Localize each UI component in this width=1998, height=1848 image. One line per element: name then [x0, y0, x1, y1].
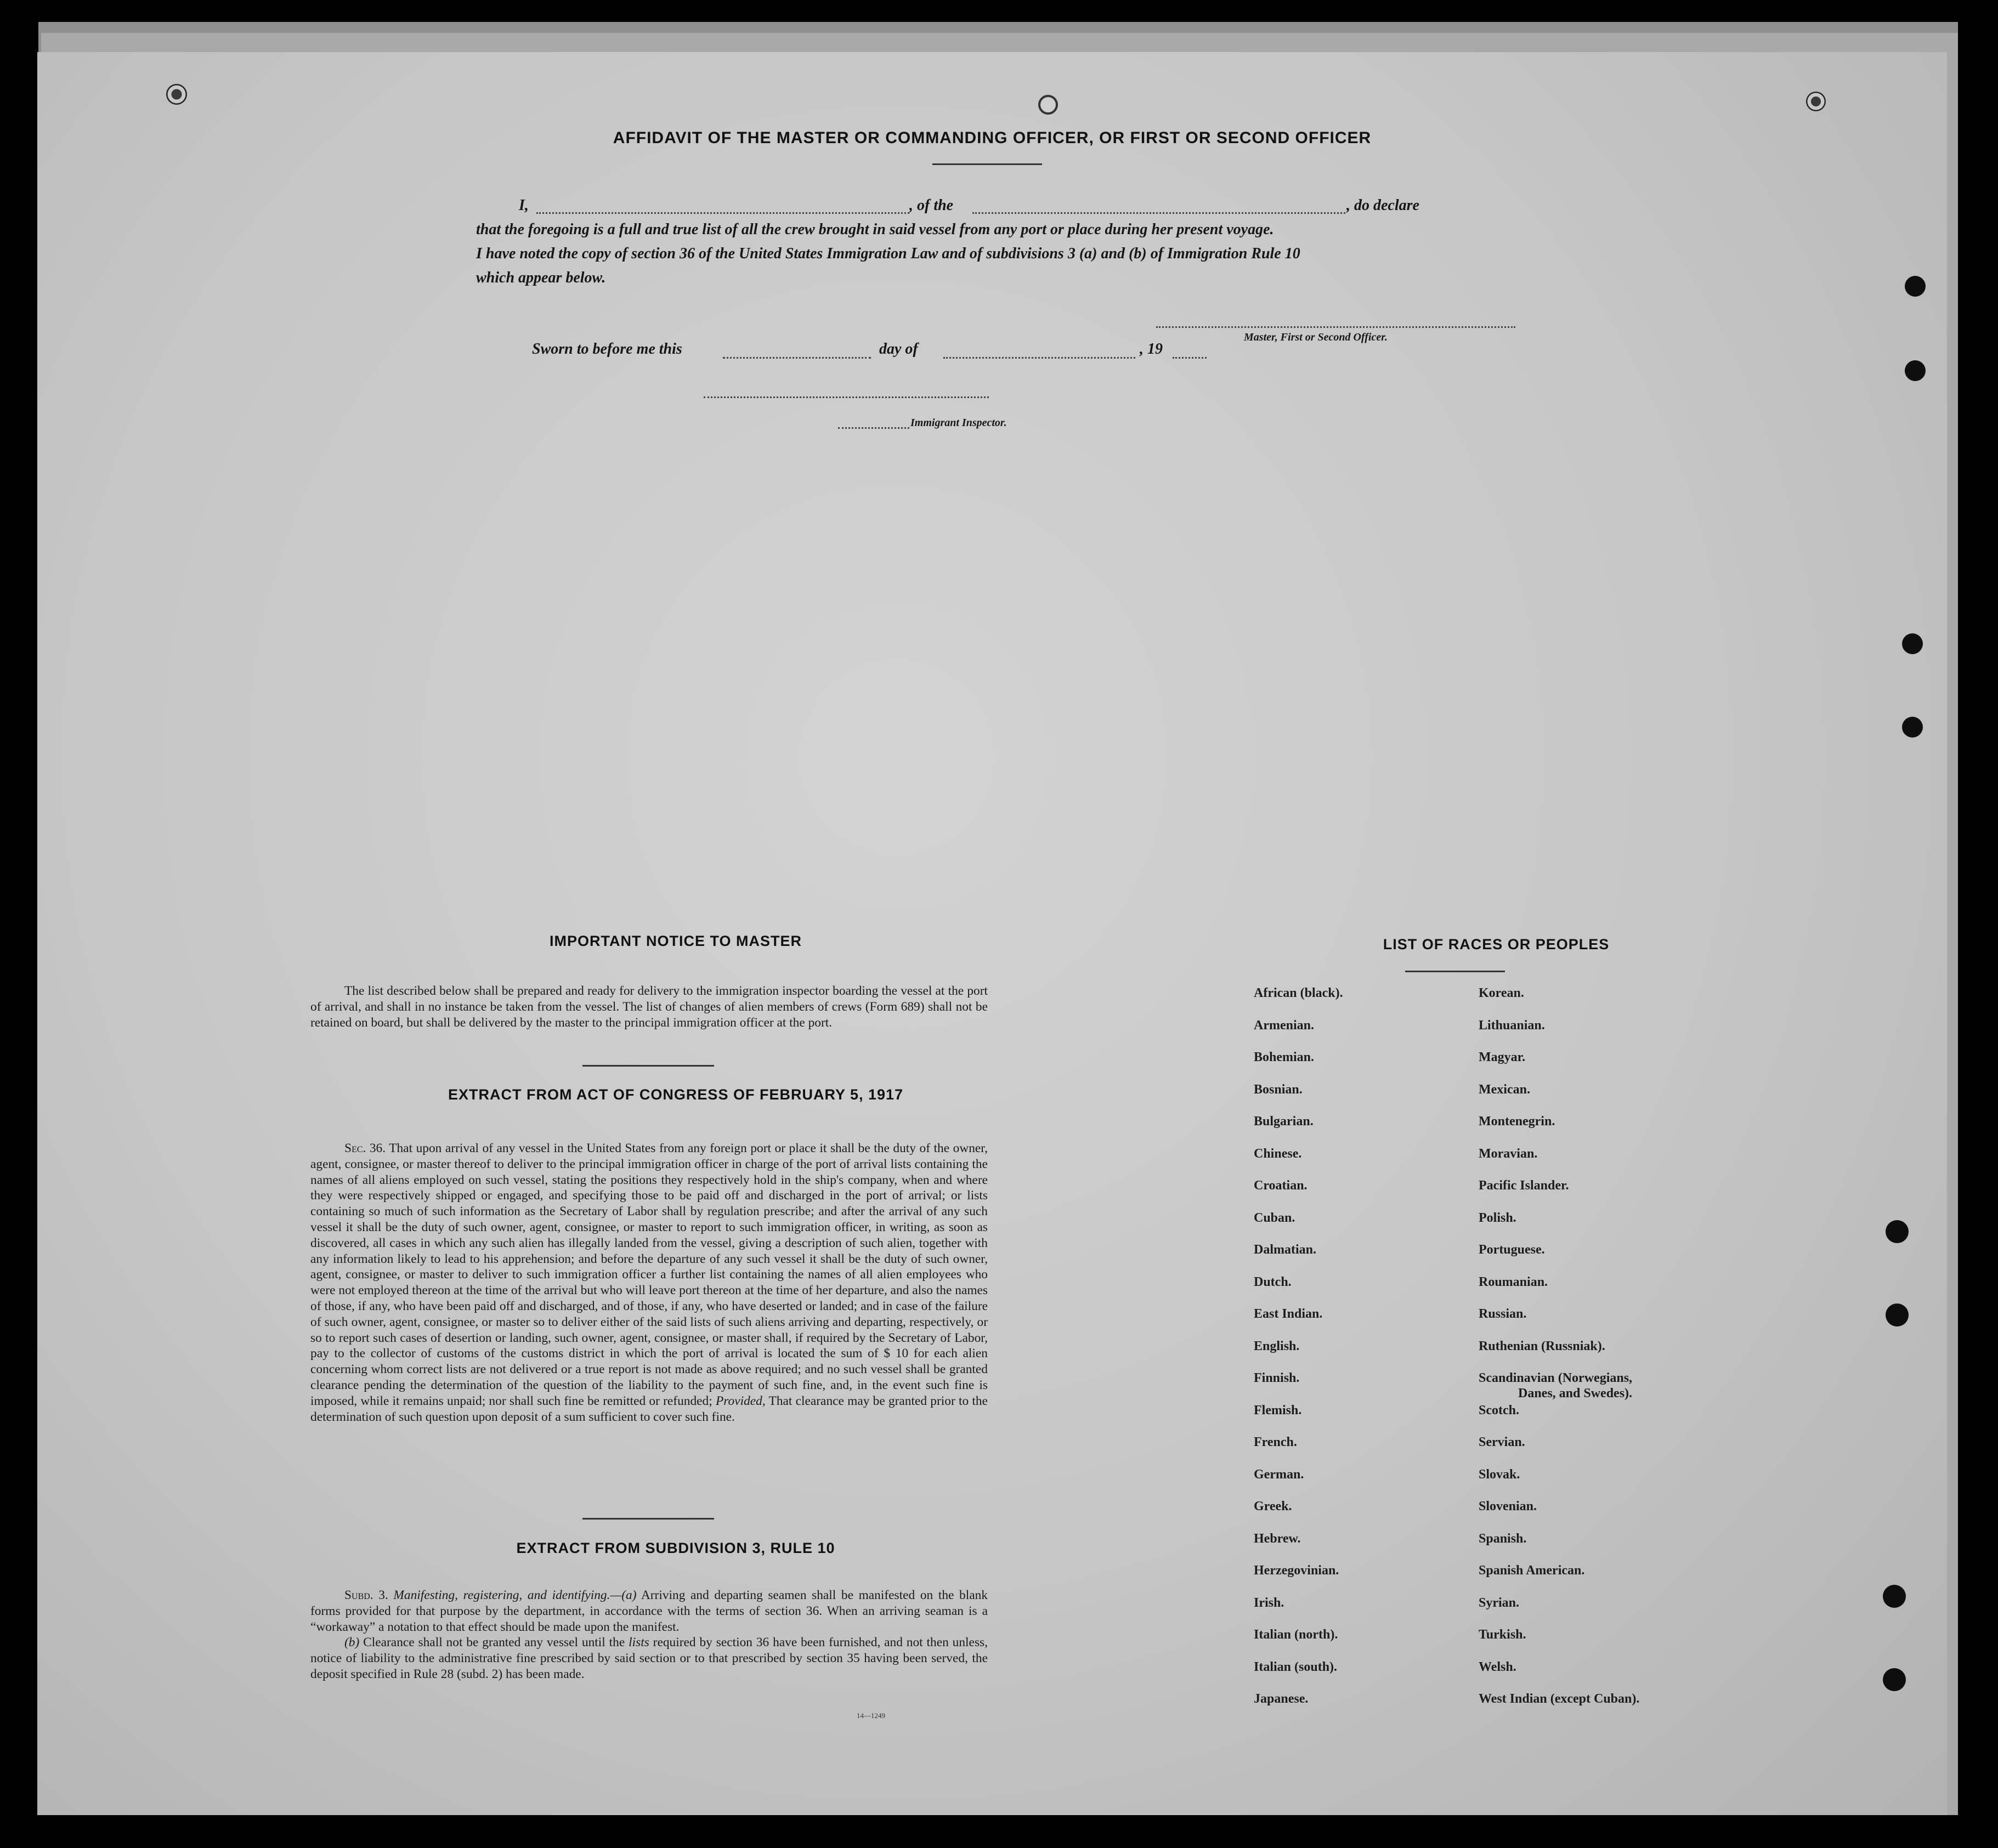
- rule-para-b-mark: (b): [344, 1635, 360, 1650]
- race-item: Montenegrin.: [1479, 1114, 1555, 1129]
- rule-para-b-text-1: Clearance shall not be granted any vessel until the: [363, 1635, 625, 1650]
- binder-hole-7: [1883, 1585, 1906, 1608]
- rule-subd-heading: Manifesting, registering, and identifying.: [393, 1588, 610, 1602]
- affidavit-declare: , do declare: [1346, 197, 1419, 214]
- race-item: Cuban.: [1254, 1210, 1295, 1225]
- sworn-day-blank[interactable]: [723, 357, 871, 359]
- binder-hole-3: [1902, 633, 1923, 654]
- race-item: Armenian.: [1254, 1018, 1314, 1033]
- races-title: LIST OF RACES OR PEOPLES: [1383, 936, 1610, 953]
- race-item: Korean.: [1479, 986, 1524, 1000]
- rule-para-a-text: Arriving and departing seamen shall be manifested on the blank forms provided for that purpose by the department, in accordance with the terms of section 36. When an arriving seaman is a “workaway” a notation to that effect should be made upon the manifest.: [310, 1588, 988, 1634]
- rule-subd-label: Subd. 3.: [344, 1588, 388, 1602]
- race-item: Portuguese.: [1479, 1243, 1545, 1257]
- race-item: Danes, and Swedes).: [1518, 1386, 1633, 1401]
- race-item: Italian (south).: [1254, 1659, 1338, 1674]
- race-item: Hebrew.: [1254, 1531, 1301, 1546]
- race-item: Scotch.: [1479, 1403, 1519, 1418]
- act-rule: [582, 1518, 714, 1520]
- race-item: French.: [1254, 1435, 1297, 1449]
- race-item: Chinese.: [1254, 1146, 1302, 1161]
- race-item: Russian.: [1479, 1307, 1527, 1321]
- sworn-year: , 19: [1140, 341, 1163, 358]
- race-item: Irish.: [1254, 1595, 1284, 1610]
- race-item: Spanish American.: [1479, 1563, 1585, 1578]
- binder-hole-2: [1905, 360, 1926, 381]
- act-section-label: Sec. 36.: [344, 1141, 386, 1155]
- affidavit-of-the: , of the: [909, 197, 954, 214]
- vessel-blank[interactable]: [972, 212, 1345, 214]
- act-text: [310, 1141, 988, 1425]
- punch-hole-top-left: [166, 84, 187, 105]
- act-title: EXTRACT FROM ACT OF CONGRESS OF FEBRUARY 5, 1917: [448, 1086, 904, 1103]
- race-item: Scandinavian (Norwegians,: [1479, 1371, 1633, 1385]
- races-rule: [1405, 971, 1505, 972]
- binder-hole-5: [1886, 1220, 1909, 1243]
- race-item: German.: [1254, 1467, 1304, 1482]
- race-item: Greek.: [1254, 1499, 1292, 1513]
- race-item: Japanese.: [1254, 1692, 1309, 1706]
- affidavit-line-4: which appear below.: [476, 269, 606, 286]
- race-item: Slovenian.: [1479, 1499, 1537, 1513]
- form-number: 14—1249: [857, 1711, 885, 1720]
- act-provided: Provided,: [716, 1393, 766, 1408]
- sworn-year-blank[interactable]: [1173, 357, 1207, 359]
- binder-hole-4: [1902, 717, 1923, 738]
- master-signature-caption: Master, First or Second Officer.: [1244, 331, 1388, 343]
- race-item: Pacific Islander.: [1479, 1178, 1569, 1193]
- race-item: Turkish.: [1479, 1628, 1526, 1642]
- rule-para-b-lists: lists: [629, 1635, 649, 1650]
- notice-rule: [582, 1065, 714, 1067]
- sworn-prefix: Sworn to before me this: [532, 341, 682, 358]
- punch-hole-top-center: [1038, 95, 1058, 115]
- race-item: Bulgarian.: [1254, 1114, 1314, 1129]
- race-item: Dalmatian.: [1254, 1243, 1316, 1257]
- race-item: English.: [1254, 1339, 1300, 1353]
- rule-para-a-mark: —(a): [610, 1588, 637, 1602]
- race-item: Flemish.: [1254, 1403, 1302, 1418]
- sworn-day-of: day of: [879, 341, 918, 358]
- race-item: Spanish.: [1479, 1531, 1527, 1546]
- race-item: Welsh.: [1479, 1659, 1516, 1674]
- act-text-main: That upon arrival of any vessel in the United States from any foreign port or place it shall be the duty of the owner, agent, consignee, or master thereof to deliver to the principal immigration officer in charge of the port of arrival lists containing the names of all aliens employed on such vessel, stating the positions they respectively hold in the ship's company, when and where they were respectively shipped or engaged, and specifying those to be paid off and discharged in the port of arrival; or lists containing so much of such information as the Secretary of Labor shall by regulation prescribe; and after the arrival of any such vessel it shall be the duty of such owner, agent, consignee, or master to report to such immigration officer, in writing, as soon as discovered, all cases in which any such alien has illegally landed from the vessel, giving a description of such alien, together with any information likely to lead to his apprehension; and before the departure of any such vessel it shall be the duty of such owner, agent, consignee, or master to deliver to such immigration officer a further list containing the names of all alien employees who were not employed thereon at the time of the arrival but who will leave port thereon at the time of her departure, and also the names of those, if any, who have been paid off and discharged, and of those, if any, who have deserted or landed; and in case of the failure of such owner, agent, consignee, or master so to deliver either of the said lists of such aliens arriving and departing, respectively, or so to report such cases of desertion or landing, such owner, agent, consignee, or master shall, if required by the Secretary of Labor, pay to the collector of customs of the customs district in which the port of arrival is located the sum of $ 10 for each alien concerning whom correct lists are not delivered or a true report is not made as above required; and no such vessel shall be granted clearance pending the determination of the question of the liability to the payment of such fine, and, in the event such fine is imposed, while it remains unpaid; nor shall such fine be remitted or refunded;: [310, 1141, 988, 1408]
- affidavit-i: I,: [519, 197, 529, 214]
- race-item: Moravian.: [1479, 1146, 1538, 1161]
- sworn-month-blank[interactable]: [943, 357, 1135, 359]
- notice-title: IMPORTANT NOTICE TO MASTER: [550, 933, 802, 949]
- affidavit-title-rule: [932, 163, 1042, 165]
- binder-hole-6: [1886, 1303, 1909, 1327]
- act-text-proviso: That clearance may be granted prior to the determination of such question upon deposit of a sum sufficient to cover such fine.: [310, 1393, 988, 1424]
- punch-hole-top-right: [1806, 92, 1826, 111]
- race-item: Croatian.: [1254, 1178, 1308, 1193]
- race-item: Finnish.: [1254, 1371, 1300, 1385]
- race-item: Dutch.: [1254, 1274, 1292, 1289]
- race-item: Slovak.: [1479, 1467, 1520, 1482]
- inspector-caption: Immigrant Inspector.: [910, 417, 1007, 429]
- race-item: Lithuanian.: [1479, 1018, 1545, 1033]
- race-item: African (black).: [1254, 986, 1343, 1000]
- affidavit-title: AFFIDAVIT OF THE MASTER OR COMMANDING OFFICER, OR FIRST OR SECOND OFFICER: [613, 129, 1372, 147]
- binder-hole-8: [1883, 1668, 1906, 1691]
- race-item: Mexican.: [1479, 1082, 1530, 1097]
- race-item: West Indian (except Cuban).: [1479, 1692, 1640, 1706]
- rule-text: [310, 1588, 988, 1682]
- inspector-caption-leader: [838, 427, 909, 429]
- race-item: Roumanian.: [1479, 1274, 1548, 1289]
- race-item: Ruthenian (Russniak).: [1479, 1339, 1605, 1353]
- race-item: Italian (north).: [1254, 1628, 1338, 1642]
- race-item: Bohemian.: [1254, 1050, 1315, 1064]
- affidavit-line-2: that the foregoing is a full and true list of all the crew brought in said vessel from any port or place during her present voyage.: [476, 221, 1274, 238]
- affidavit-line-3: I have noted the copy of section 36 of the United States Immigration Law and of subdivisions 3 (a) and (b) of Immigration Rule 10: [476, 245, 1300, 262]
- race-item: Bosnian.: [1254, 1082, 1303, 1097]
- notice-text: [310, 983, 988, 1030]
- race-item: Servian.: [1479, 1435, 1525, 1449]
- rule-title: EXTRACT FROM SUBDIVISION 3, RULE 10: [516, 1540, 835, 1556]
- race-item: Herzegovinian.: [1254, 1563, 1339, 1578]
- rule-para-b-text-2: required by section 36 have been furnished, and not then unless, notice of liability to the administrative fine prescribed by said section or to that prescribed by section 35 having been served, the deposit specified in Rule 28 (subd. 2) has been made.: [310, 1635, 988, 1681]
- notice-paragraph: The list described below shall be prepared and ready for delivery to the immigration inspector boarding the vessel at the port of arrival, and shall in no instance be taken from the vessel. The list of changes of alien members of crews (Form 689) shall not be retained on board, but shall be delivered by the master to the principal immigration officer at the port.: [310, 984, 988, 1030]
- race-item: Magyar.: [1479, 1050, 1526, 1064]
- race-item: Polish.: [1479, 1210, 1516, 1225]
- master-signature-line[interactable]: [1156, 326, 1515, 328]
- inspector-signature-line[interactable]: [704, 396, 989, 398]
- name-blank[interactable]: [536, 212, 909, 214]
- race-item: East Indian.: [1254, 1307, 1323, 1321]
- manifest-page: [37, 52, 1947, 1815]
- race-item: Syrian.: [1479, 1595, 1520, 1610]
- binder-hole-1: [1905, 276, 1926, 297]
